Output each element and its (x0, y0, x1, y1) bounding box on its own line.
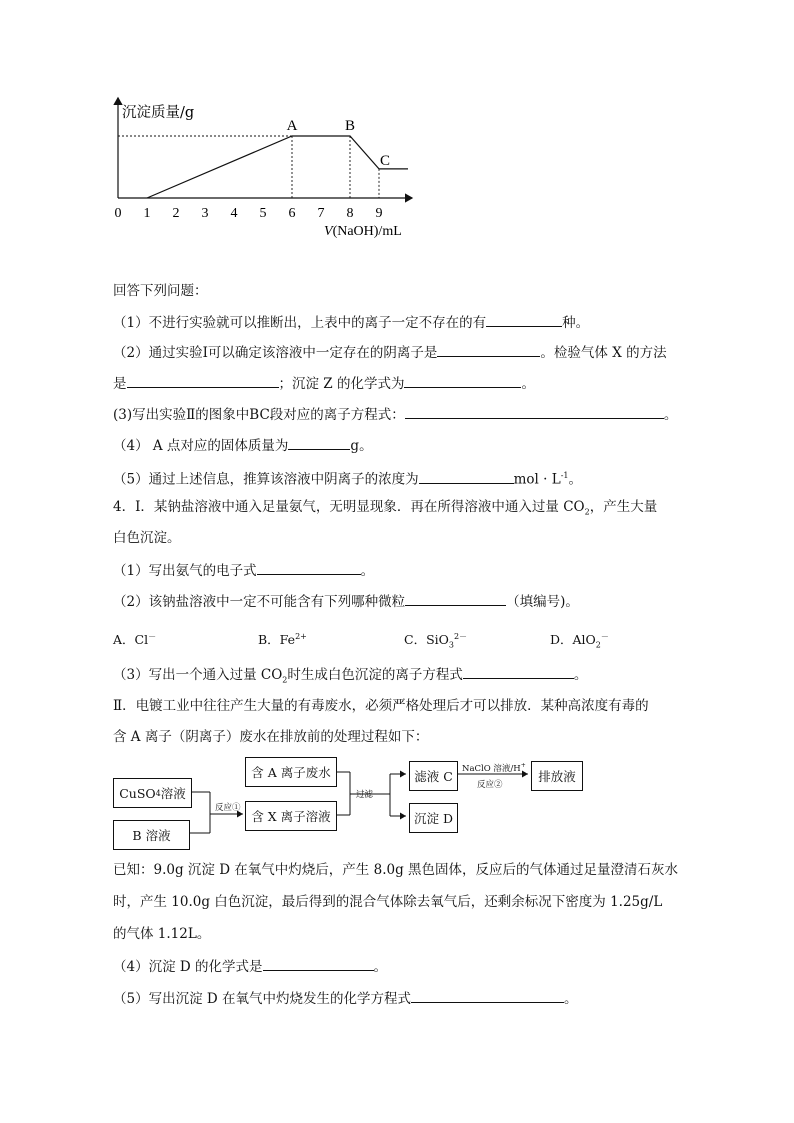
x-tick-label: 9 (375, 206, 383, 221)
x-tick-label: 5 (259, 206, 267, 221)
reaction-2-label: 反应② (477, 780, 503, 790)
intro-line: 回答下列问题： (113, 283, 208, 299)
sub-question-5: （5）写出沉淀 D 在氧气中灼烧发生的化学方程式 。 (113, 991, 578, 1007)
y-axis-label: 沉淀质量/g (122, 105, 195, 121)
x-tick-label: 1 (143, 206, 151, 221)
sub-question-4: （4）沉淀 D 的化学式是 。 (113, 959, 387, 975)
discharge-box: 排放液 (531, 761, 583, 791)
x-tick-label: 3 (201, 206, 209, 221)
question-2-cont: 是 ；沉淀 Z 的化学式为 。 (113, 376, 535, 392)
known-line-2: 时，产生 10.0g 白色沉淀，最后得到的混合气体除去氧气后，还剩余标况下密度为 1.25g/L (113, 894, 663, 910)
problem-4-stem: 4．Ⅰ．某钠盐溶液中通入足量氨气，无明显现象．再在所得溶液中通入过量 $CO_2$，产生大量 (113, 499, 658, 517)
sub-question-2: （2）该钠盐溶液中一定不可能含有下列哪种微粒 （填编号)。 (113, 594, 579, 610)
option-b: B．$Fe^{2+}$ (258, 631, 307, 647)
point-label-a: A (286, 118, 298, 134)
question-2: （2）通过实验Ⅰ可以确定该溶液中一定存在的阴离子是 。检验气体 X 的方法 (113, 345, 667, 361)
question-5: （5）通过上述信息，推算该溶液中阴离子的浓度为 mol · $L^{-1}$。 (113, 471, 582, 488)
x-tick-label: 7 (317, 206, 325, 221)
point-label-b: B (344, 118, 356, 134)
known-line-3: 的气体 1.12L。 (113, 926, 211, 942)
x-tick-label: 2 (172, 206, 180, 221)
known-line-1: 已知：9.0g 沉淀 D 在氧气中灼烧后，产生 8.0g 黑色固体，反应后的气体通过足量澄清石灰水 (113, 862, 679, 878)
filter-label: 过滤 (356, 790, 374, 800)
x-axis-label: V(NaOH)/mL (324, 224, 402, 239)
problem-4-stem-cont: 白色沉淀。 (113, 530, 181, 546)
x-tick-label: 4 (230, 206, 238, 221)
precipitate-chart (100, 90, 440, 245)
option-c: C．SiO$_3^{2-}$ (404, 631, 468, 650)
part-2-stem: Ⅱ．电镀工业中往往产生大量的有毒废水，必须严格处理后才可以排放．某种高浓度有毒的 (113, 698, 649, 714)
question-4: （4） A 点对应的固体质量为 g。 (113, 438, 373, 454)
a-ion-waste-box: 含 A 离子废水 (245, 757, 337, 787)
cuso4-solution-box: CuSO 4 溶液 (113, 778, 192, 808)
series-line (147, 136, 408, 198)
x-tick-label: 6 (288, 206, 296, 221)
naclo-label: NaClO 溶液/H+ (462, 762, 526, 774)
reaction-1-label: 反应① (215, 803, 241, 813)
b-solution-box: B 溶液 (113, 820, 190, 850)
x-tick-label: 0 (114, 206, 122, 221)
question-3: (3)写出实验Ⅱ的图象中BC段对应的离子方程式： 。 (113, 407, 678, 423)
part-2-stem-cont: 含 A 离子（阴离子）废水在排放前的处理过程如下： (113, 729, 429, 745)
sub-question-1: （1）写出氨气的电子式 。 (113, 563, 375, 579)
option-d: D．AlO$_2$－ (550, 631, 609, 650)
point-label-c: C (379, 152, 391, 169)
data-series (118, 118, 408, 198)
x-tick-label: 8 (346, 206, 354, 221)
filtrate-c-box: 滤液 C (409, 761, 458, 791)
precipitate-d-box: 沉淀 D (409, 803, 458, 833)
sub-question-3: （3）写出一个通入过量 $CO_2$时生成白色沉淀的离子方程式 。 (113, 667, 588, 685)
question-1: （1）不进行实验就可以推断出，上表中的离子一定不存在的有 种。 (113, 315, 590, 331)
option-a: A．Cl－ (113, 631, 157, 647)
x-tick-labels (115, 206, 383, 221)
x-ion-solution-box: 含 X 离子溶液 (245, 801, 337, 831)
